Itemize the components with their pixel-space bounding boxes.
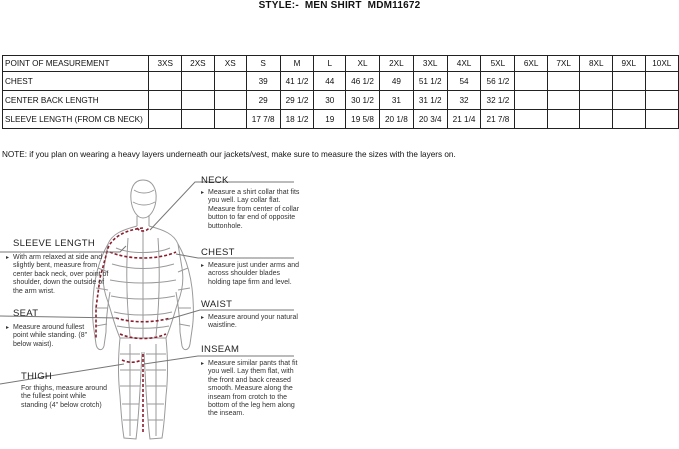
size-header: 9XL [613,56,646,72]
table-cell: 54 [447,72,481,91]
size-header: S [246,56,280,72]
measurement-guide [0,168,679,449]
table-cell [149,110,182,129]
seat-description: ▸ Measure around fullest point while standing. (8" below waist). [13,324,95,349]
table-cell: 18 1/2 [280,110,314,129]
table-cell [613,72,646,91]
waist-description: ▸ Measure around your natural waistline. [208,314,300,331]
column-header-point-of-measurement: POINT OF MEASUREMENT [3,56,149,72]
table-cell: 21 1/4 [447,110,481,129]
table-cell: 30 1/2 [346,91,380,110]
waist-label: WAIST [201,299,233,310]
size-header: 3XS [149,56,182,72]
table-cell: 31 [379,91,413,110]
table-cell [182,72,215,91]
table-cell [547,72,580,91]
table-cell: 56 1/2 [481,72,515,91]
table-cell [214,110,246,129]
chest-label: CHEST [201,247,235,258]
size-header: XS [214,56,246,72]
table-cell [547,91,580,110]
inseam-description: ▸ Measure similar pants that fit you well. Lay them flat, with the front and back creased smooth. Measure along the inseam from crotch to the bottom of the leg hem along the inseam. [208,360,300,419]
table-cell [515,72,548,91]
inseam-label: INSEAM [201,344,240,355]
style-code: MDM11672 [367,0,421,11]
thigh-description: For thighs, measure around the fullest point while standing (4" below crotch) [21,385,107,409]
table-cell: 44 [314,72,346,91]
sleeve-length-description: ▸ With arm relaxed at side and slightly bent, measure from center back neck, over point of shoulder, down the outside of the arm wrist. [13,254,113,296]
sleeve-length-label: SLEEVE LENGTH [13,238,96,249]
size-header: L [314,56,346,72]
table-cell: 19 [314,110,346,129]
table-cell [645,110,678,129]
row-label: CHEST [3,72,149,91]
neck-label: NECK [201,175,229,186]
size-header: 6XL [515,56,548,72]
table-cell: 39 [246,72,280,91]
table-cell: 30 [314,91,346,110]
table-cell: 20 1/8 [379,110,413,129]
size-chart-table [2,55,679,129]
row-label: CENTER BACK LENGTH [3,91,149,110]
table-cell [515,110,548,129]
table-cell: 41 1/2 [280,72,314,91]
size-header: 7XL [547,56,580,72]
table-header-row [3,56,679,72]
size-header: 2XL [379,56,413,72]
size-header: 10XL [645,56,678,72]
table-cell [182,91,215,110]
table-cell [580,110,613,129]
size-header: M [280,56,314,72]
table-cell: 32 [447,91,481,110]
table-cell: 21 7/8 [481,110,515,129]
style-prefix: STYLE:- [258,0,299,11]
table-cell [580,72,613,91]
table-cell [182,110,215,129]
table-cell [645,91,678,110]
table-row [3,72,679,91]
table-cell [547,110,580,129]
table-cell: 29 [246,91,280,110]
seat-label: SEAT [13,308,39,319]
page-title [0,0,679,11]
table-cell [149,72,182,91]
style-name: MEN SHIRT [304,0,362,11]
table-cell [580,91,613,110]
table-cell [613,91,646,110]
table-cell: 49 [379,72,413,91]
table-cell [149,91,182,110]
row-label: SLEEVE LENGTH (FROM CB NECK) [3,110,149,129]
neck-description: ▸ Measure a shirt collar that fits you well. Lay collar flat. Measure from center of collar button to far end of opposite buttonhole. [208,189,300,231]
table-cell: 20 3/4 [413,110,447,129]
size-header: 4XL [447,56,481,72]
size-header: 3XL [413,56,447,72]
table-cell: 29 1/2 [280,91,314,110]
size-header: XL [346,56,380,72]
size-header: 8XL [580,56,613,72]
thigh-label: THIGH [21,371,53,382]
table-cell: 19 5/8 [346,110,380,129]
table-cell [645,72,678,91]
table-cell [613,110,646,129]
table-cell [214,91,246,110]
table-cell: 32 1/2 [481,91,515,110]
table-row [3,110,679,129]
table-cell [515,91,548,110]
table-cell: 31 1/2 [413,91,447,110]
table-cell: 46 1/2 [346,72,380,91]
table-cell: 17 7/8 [246,110,280,129]
layering-note: NOTE: if you plan on wearing a heavy layers underneath our jackets/vest, make sure to measure the sizes with the layers on. [2,150,456,159]
table-cell: 51 1/2 [413,72,447,91]
chest-description: ▸ Measure just under arms and across shoulder blades holding tape firm and level. [208,262,300,287]
table-row [3,91,679,110]
size-header: 2XS [182,56,215,72]
size-header: 5XL [481,56,515,72]
table-cell [214,72,246,91]
